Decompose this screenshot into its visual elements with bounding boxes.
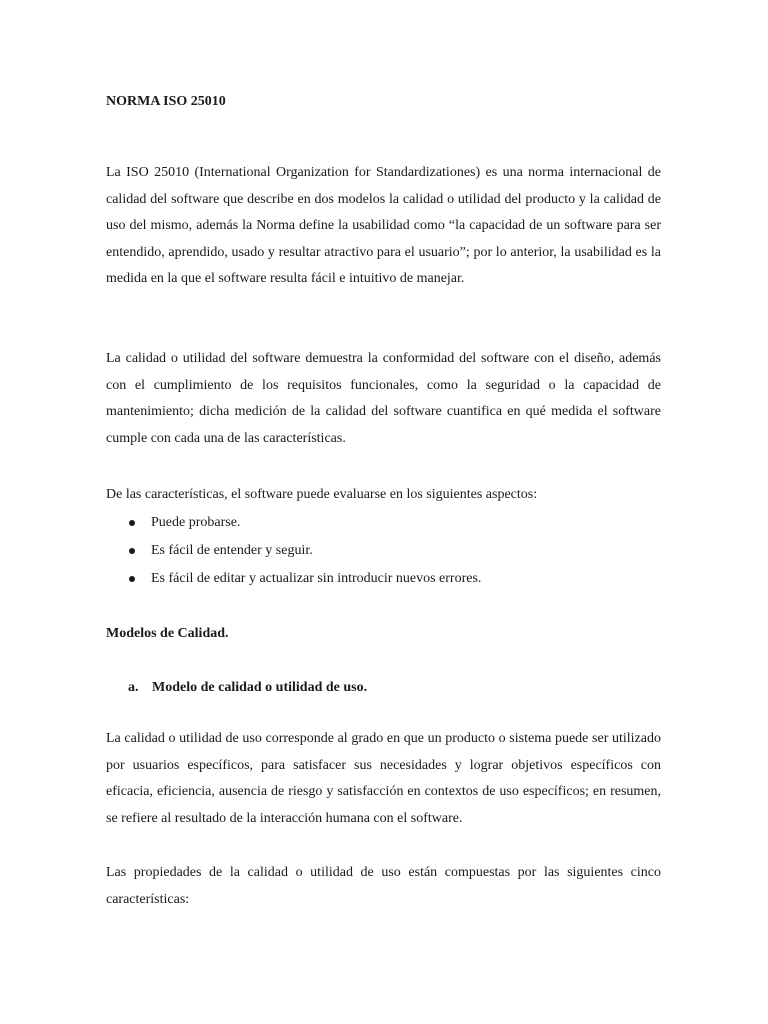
bullet-icon bbox=[129, 520, 135, 526]
list-item-text: Es fácil de editar y actualizar sin introducir nuevos errores. bbox=[151, 571, 482, 586]
list-item-text: Puede probarse. bbox=[151, 515, 241, 530]
subsection-heading bbox=[128, 679, 367, 697]
intro-paragraph: La ISO 25010 (International Organization for Standardizationes) es una norma internacional de calidad del software que describe en dos modelos la calidad o utilidad del producto y la calidad de uso del mismo, además la Norma define la usabilidad como “la capacidad de un software para ser entendido, aprendido, usado y resultar atractivo para el usuario”; por lo anterior, la usabilidad es la medida en la que el software resulta fácil e intuitivo de manejar. bbox=[106, 165, 661, 287]
aspects-list bbox=[106, 509, 661, 593]
list-item bbox=[106, 565, 661, 593]
aspects-intro-paragraph: De las características, el software puede evaluarse en los siguientes aspectos: bbox=[106, 487, 538, 502]
usage-quality-paragraph: La calidad o utilidad de uso corresponde al grado en que un producto o sistema puede ser utilizado por usuarios específicos, para satisfacer sus necesidades y lograr objetivos específicos con eficacia, eficiencia, ausencia de riesgo y satisfacción en contextos de uso específicos; en resumen, se refiere al resultado de la interacción humana con el software. bbox=[106, 731, 661, 826]
list-item-text: Es fácil de entender y seguir. bbox=[151, 543, 313, 558]
bullet-icon bbox=[129, 576, 135, 582]
quality-paragraph: La calidad o utilidad del software demuestra la conformidad del software con el diseño, además con el cumplimiento de los requisitos funcionales, como la seguridad o la capacidad de mantenimiento; dicha medición de la calidad del software cuantifica en qué medida el software cumple con cada una de las características. bbox=[106, 351, 661, 446]
list-item bbox=[106, 537, 661, 565]
bullet-icon bbox=[129, 548, 135, 554]
section-title: Modelos de Calidad. bbox=[106, 626, 229, 641]
list-item bbox=[106, 509, 661, 537]
subsection-title: Modelo de calidad o utilidad de uso. bbox=[152, 680, 368, 695]
document-title: NORMA ISO 25010 bbox=[106, 94, 226, 109]
properties-paragraph: Las propiedades de la calidad o utilidad de uso están compuestas por las siguientes cinco características: bbox=[106, 865, 661, 907]
subsection-marker: a. bbox=[128, 680, 139, 695]
